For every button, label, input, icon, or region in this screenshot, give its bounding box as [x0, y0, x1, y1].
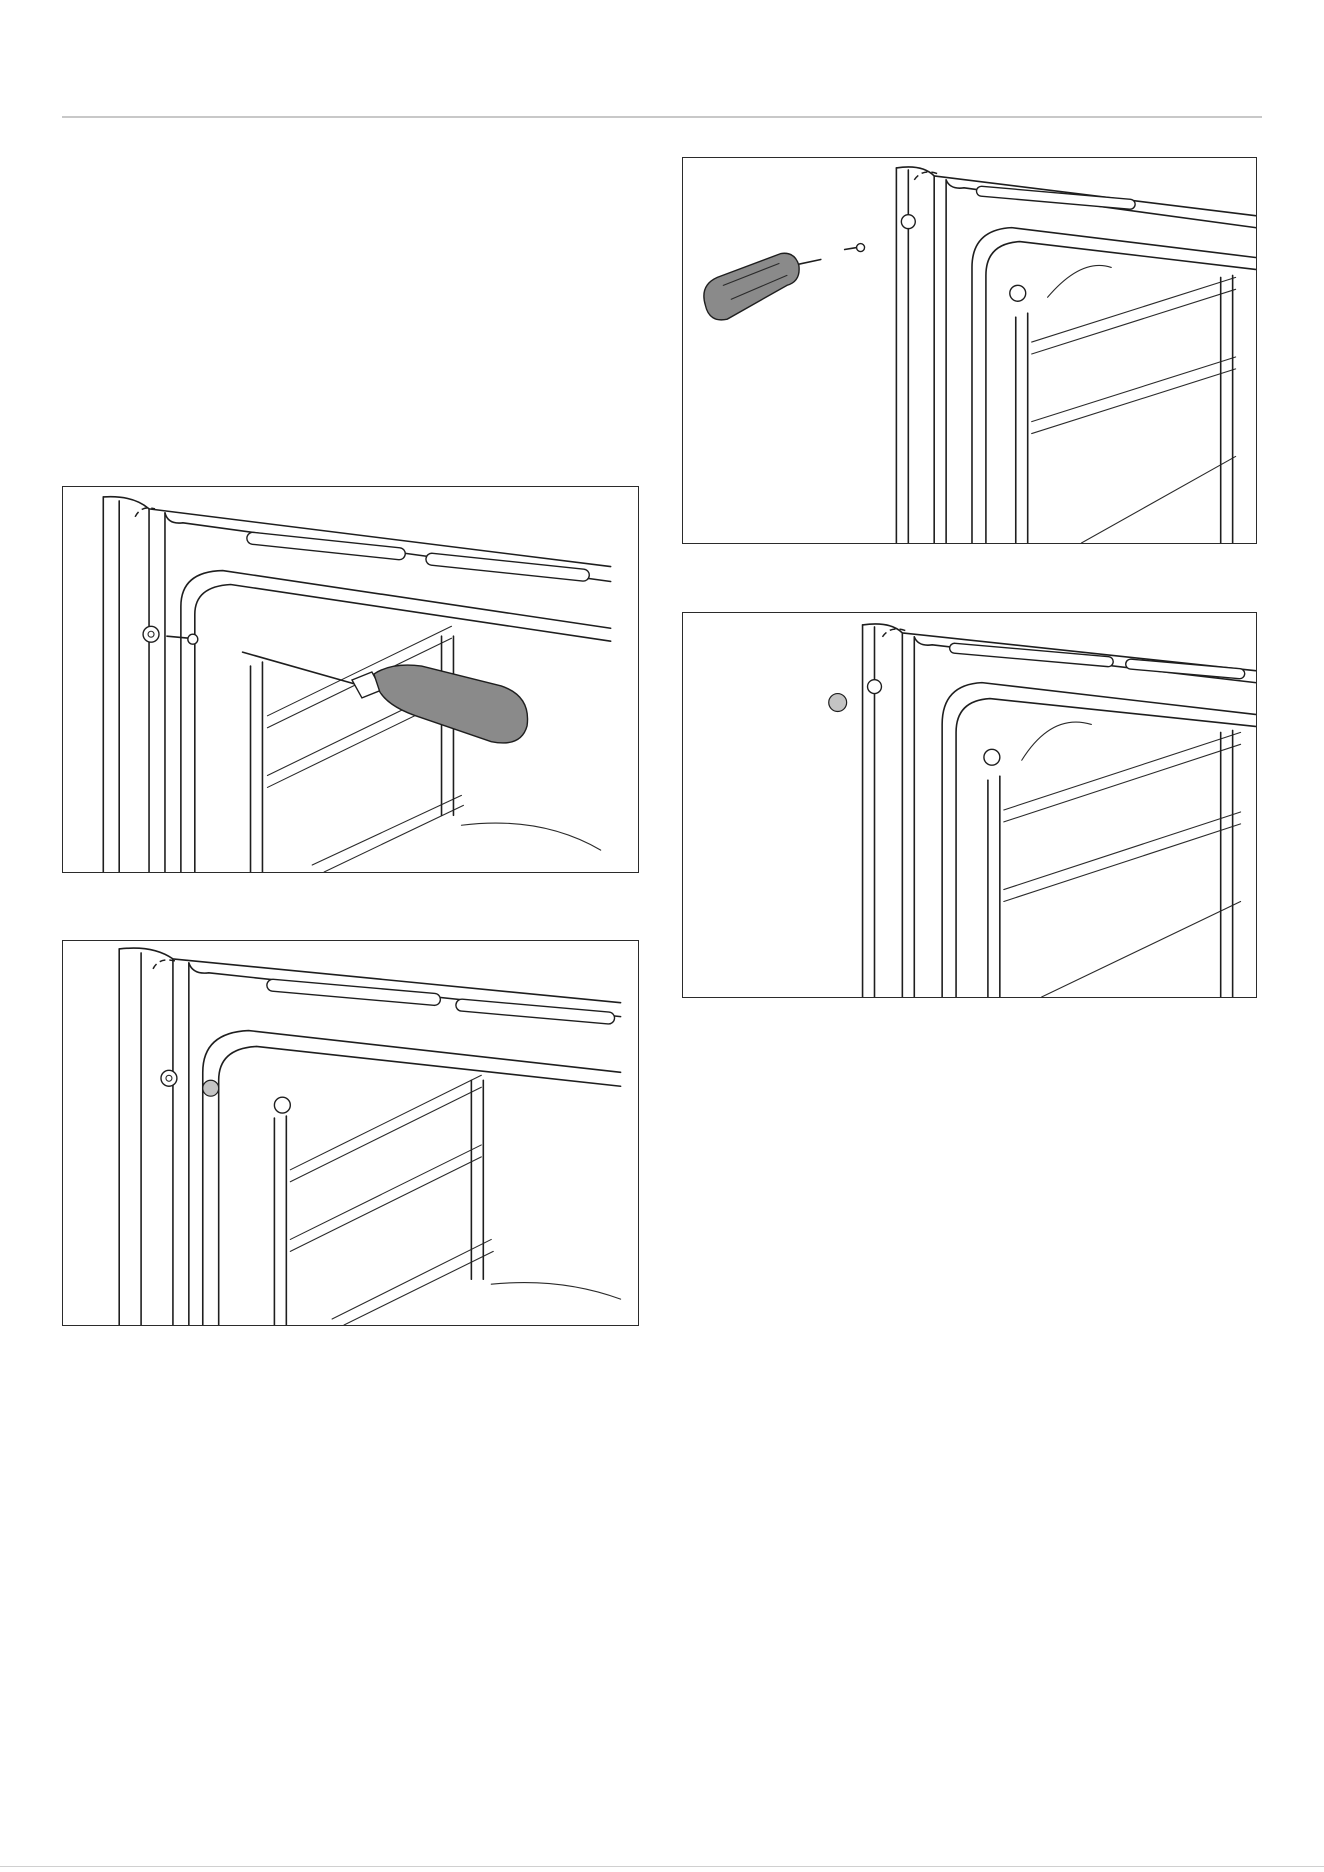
header-rule [62, 116, 1262, 118]
screwdriver-icon [704, 253, 821, 320]
figure-oven-screws-fixed [62, 940, 639, 1326]
oven-corner-illustration [683, 158, 1256, 543]
nut-icon [274, 1097, 290, 1113]
nut-icon [829, 694, 847, 712]
figure-screwdriver-and-screw [682, 157, 1257, 544]
oven-corner-illustration [63, 941, 638, 1325]
footer-rule [0, 1866, 1324, 1867]
nut-icon [1010, 285, 1026, 301]
oven-corner-illustration [63, 487, 638, 872]
screw-icon [203, 1080, 219, 1096]
screw-icon [188, 634, 198, 644]
figure-oven-nut [682, 612, 1257, 998]
nut-icon [984, 749, 1000, 765]
screw-icon [161, 1070, 177, 1086]
oven-corner-illustration [683, 613, 1256, 997]
screw-icon [868, 680, 882, 694]
screw-icon [901, 215, 915, 229]
screwdriver-icon [243, 652, 528, 743]
screw-icon [845, 244, 865, 252]
figure-screwdriver-in-oven [62, 486, 639, 873]
washer-icon [143, 626, 159, 642]
